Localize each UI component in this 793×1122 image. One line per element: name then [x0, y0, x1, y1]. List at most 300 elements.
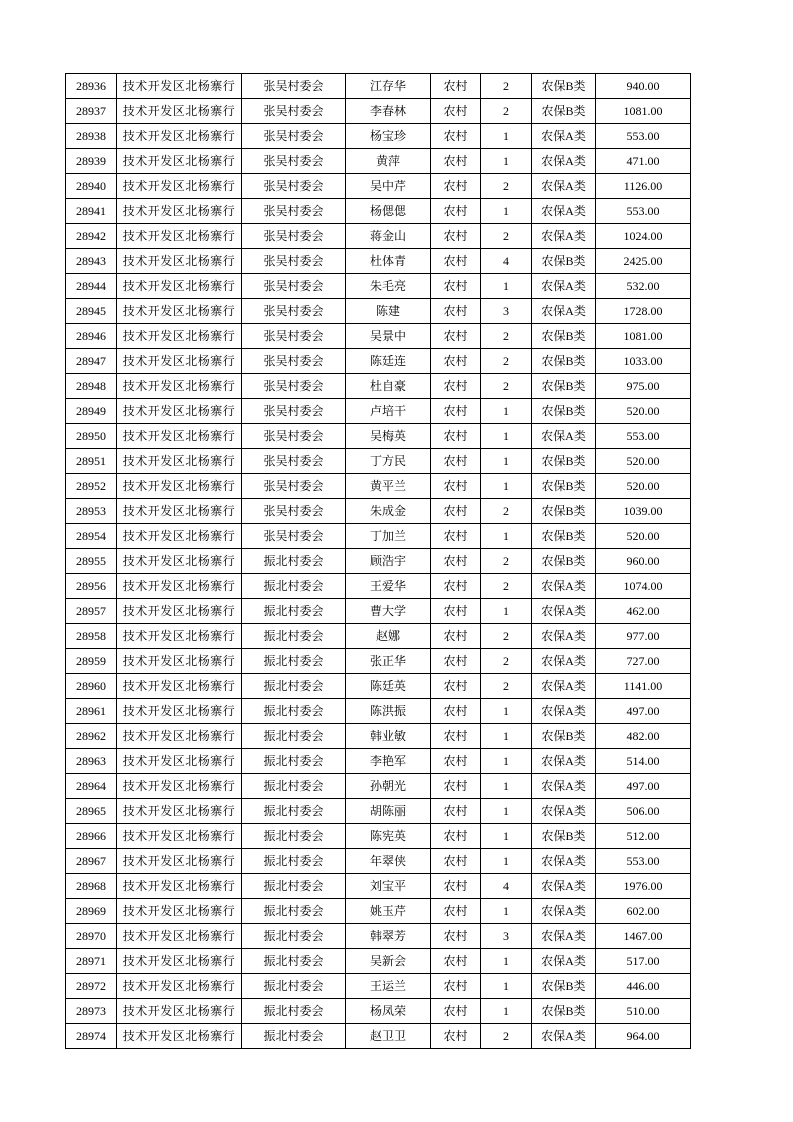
cell-district: 技术开发区北杨寨行: [117, 649, 242, 674]
cell-person-name: 吴梅英: [346, 424, 431, 449]
table-row: [66, 724, 691, 749]
cell-id: 28938: [66, 124, 117, 149]
cell-person-name: 朱成金: [346, 499, 431, 524]
cell-insurance-type: 农保A类: [532, 224, 596, 249]
cell-district: 技术开发区北杨寨行: [117, 749, 242, 774]
cell-district: 技术开发区北杨寨行: [117, 549, 242, 574]
cell-residence-type: 农村: [431, 499, 481, 524]
cell-person-name: 吴景中: [346, 324, 431, 349]
cell-village: 振北村委会: [242, 824, 346, 849]
cell-district: 技术开发区北杨寨行: [117, 1024, 242, 1049]
cell-person-count: 1: [481, 474, 532, 499]
cell-village: 振北村委会: [242, 674, 346, 699]
cell-person-count: 1: [481, 949, 532, 974]
cell-insurance-type: 农保A类: [532, 774, 596, 799]
cell-person-count: 2: [481, 324, 532, 349]
table-row: [66, 599, 691, 624]
cell-district: 技术开发区北杨寨行: [117, 149, 242, 174]
cell-village: 振北村委会: [242, 724, 346, 749]
table-row: [66, 624, 691, 649]
cell-id: 28940: [66, 174, 117, 199]
cell-person-name: 杜自豪: [346, 374, 431, 399]
cell-district: 技术开发区北杨寨行: [117, 849, 242, 874]
cell-id: 28964: [66, 774, 117, 799]
cell-village: 张吴村委会: [242, 474, 346, 499]
cell-amount: 1141.00: [596, 674, 691, 699]
cell-person-name: 吴中芹: [346, 174, 431, 199]
table-row: [66, 99, 691, 124]
cell-person-name: 丁加兰: [346, 524, 431, 549]
cell-person-name: 赵娜: [346, 624, 431, 649]
table-row: [66, 574, 691, 599]
cell-village: 张吴村委会: [242, 299, 346, 324]
cell-village: 振北村委会: [242, 574, 346, 599]
cell-person-name: 胡陈丽: [346, 799, 431, 824]
cell-person-count: 2: [481, 99, 532, 124]
cell-person-name: 顾浩宇: [346, 549, 431, 574]
table-row: [66, 499, 691, 524]
cell-district: 技术开发区北杨寨行: [117, 174, 242, 199]
cell-person-count: 2: [481, 674, 532, 699]
cell-person-name: 年翠侠: [346, 849, 431, 874]
cell-id: 28952: [66, 474, 117, 499]
cell-person-count: 4: [481, 874, 532, 899]
cell-district: 技术开发区北杨寨行: [117, 924, 242, 949]
cell-id: 28957: [66, 599, 117, 624]
cell-residence-type: 农村: [431, 599, 481, 624]
cell-person-count: 1: [481, 849, 532, 874]
cell-village: 张吴村委会: [242, 449, 346, 474]
cell-insurance-type: 农保A类: [532, 849, 596, 874]
cell-person-name: 杨偲偲: [346, 199, 431, 224]
cell-village: 振北村委会: [242, 599, 346, 624]
cell-person-name: 陈宪英: [346, 824, 431, 849]
cell-id: 28966: [66, 824, 117, 849]
cell-insurance-type: 农保A类: [532, 749, 596, 774]
table-row: [66, 824, 691, 849]
cell-district: 技术开发区北杨寨行: [117, 449, 242, 474]
cell-person-count: 1: [481, 274, 532, 299]
cell-residence-type: 农村: [431, 224, 481, 249]
table-row: [66, 1024, 691, 1049]
table-row: [66, 74, 691, 99]
cell-village: 振北村委会: [242, 974, 346, 999]
cell-insurance-type: 农保B类: [532, 549, 596, 574]
cell-person-count: 3: [481, 924, 532, 949]
cell-amount: 517.00: [596, 949, 691, 974]
cell-village: 张吴村委会: [242, 374, 346, 399]
cell-residence-type: 农村: [431, 124, 481, 149]
cell-person-count: 2: [481, 224, 532, 249]
cell-insurance-type: 农保B类: [532, 449, 596, 474]
cell-insurance-type: 农保A类: [532, 674, 596, 699]
cell-id: 28960: [66, 674, 117, 699]
cell-village: 张吴村委会: [242, 424, 346, 449]
cell-residence-type: 农村: [431, 899, 481, 924]
cell-person-count: 2: [481, 374, 532, 399]
cell-residence-type: 农村: [431, 849, 481, 874]
cell-district: 技术开发区北杨寨行: [117, 799, 242, 824]
cell-village: 振北村委会: [242, 799, 346, 824]
cell-id: 28967: [66, 849, 117, 874]
cell-amount: 553.00: [596, 424, 691, 449]
cell-amount: 512.00: [596, 824, 691, 849]
cell-person-name: 孙朝光: [346, 774, 431, 799]
cell-person-count: 2: [481, 549, 532, 574]
cell-amount: 553.00: [596, 199, 691, 224]
cell-person-name: 刘宝平: [346, 874, 431, 899]
cell-amount: 520.00: [596, 474, 691, 499]
table-row: [66, 424, 691, 449]
cell-person-name: 曹大学: [346, 599, 431, 624]
cell-district: 技术开发区北杨寨行: [117, 724, 242, 749]
cell-district: 技术开发区北杨寨行: [117, 374, 242, 399]
cell-amount: 940.00: [596, 74, 691, 99]
cell-district: 技术开发区北杨寨行: [117, 99, 242, 124]
cell-residence-type: 农村: [431, 674, 481, 699]
cell-district: 技术开发区北杨寨行: [117, 299, 242, 324]
cell-insurance-type: 农保A类: [532, 1024, 596, 1049]
cell-insurance-type: 农保A类: [532, 274, 596, 299]
table-row: [66, 974, 691, 999]
cell-amount: 520.00: [596, 449, 691, 474]
cell-person-count: 2: [481, 649, 532, 674]
cell-residence-type: 农村: [431, 574, 481, 599]
cell-id: 28974: [66, 1024, 117, 1049]
cell-amount: 497.00: [596, 774, 691, 799]
cell-insurance-type: 农保B类: [532, 74, 596, 99]
cell-residence-type: 农村: [431, 799, 481, 824]
cell-id: 28944: [66, 274, 117, 299]
cell-person-name: 朱毛亮: [346, 274, 431, 299]
cell-insurance-type: 农保A类: [532, 124, 596, 149]
table-row: [66, 749, 691, 774]
cell-district: 技术开发区北杨寨行: [117, 224, 242, 249]
cell-id: 28941: [66, 199, 117, 224]
cell-district: 技术开发区北杨寨行: [117, 999, 242, 1024]
table-row: [66, 899, 691, 924]
table-row: [66, 174, 691, 199]
cell-district: 技术开发区北杨寨行: [117, 774, 242, 799]
cell-id: 28968: [66, 874, 117, 899]
cell-insurance-type: 农保A类: [532, 649, 596, 674]
cell-insurance-type: 农保B类: [532, 474, 596, 499]
cell-district: 技术开发区北杨寨行: [117, 324, 242, 349]
cell-insurance-type: 农保A类: [532, 899, 596, 924]
cell-residence-type: 农村: [431, 274, 481, 299]
cell-id: 28972: [66, 974, 117, 999]
cell-id: 28946: [66, 324, 117, 349]
cell-insurance-type: 农保A类: [532, 799, 596, 824]
cell-village: 张吴村委会: [242, 324, 346, 349]
cell-person-count: 2: [481, 74, 532, 99]
cell-insurance-type: 农保B类: [532, 374, 596, 399]
cell-amount: 506.00: [596, 799, 691, 824]
cell-id: 28954: [66, 524, 117, 549]
cell-amount: 960.00: [596, 549, 691, 574]
table-row: [66, 399, 691, 424]
cell-district: 技术开发区北杨寨行: [117, 674, 242, 699]
cell-insurance-type: 农保A类: [532, 874, 596, 899]
cell-residence-type: 农村: [431, 774, 481, 799]
cell-amount: 727.00: [596, 649, 691, 674]
table-row: [66, 349, 691, 374]
table-row: [66, 799, 691, 824]
table-row: [66, 474, 691, 499]
cell-person-name: 吴新会: [346, 949, 431, 974]
cell-id: 28961: [66, 699, 117, 724]
cell-id: 28959: [66, 649, 117, 674]
cell-person-count: 1: [481, 974, 532, 999]
cell-amount: 553.00: [596, 124, 691, 149]
cell-person-count: 1: [481, 999, 532, 1024]
table-row: [66, 999, 691, 1024]
cell-insurance-type: 农保B类: [532, 399, 596, 424]
table-row: [66, 149, 691, 174]
cell-village: 振北村委会: [242, 549, 346, 574]
cell-id: 28950: [66, 424, 117, 449]
cell-district: 技术开发区北杨寨行: [117, 624, 242, 649]
cell-village: 张吴村委会: [242, 174, 346, 199]
cell-person-count: 1: [481, 149, 532, 174]
cell-residence-type: 农村: [431, 699, 481, 724]
cell-insurance-type: 农保B类: [532, 324, 596, 349]
cell-person-name: 李春林: [346, 99, 431, 124]
cell-person-count: 1: [481, 399, 532, 424]
cell-amount: 446.00: [596, 974, 691, 999]
cell-person-count: 1: [481, 199, 532, 224]
cell-amount: 520.00: [596, 524, 691, 549]
cell-id: 28942: [66, 224, 117, 249]
cell-person-name: 陈廷连: [346, 349, 431, 374]
cell-person-name: 王运兰: [346, 974, 431, 999]
cell-district: 技术开发区北杨寨行: [117, 349, 242, 374]
cell-person-name: 韩翠芳: [346, 924, 431, 949]
cell-residence-type: 农村: [431, 199, 481, 224]
cell-district: 技术开发区北杨寨行: [117, 199, 242, 224]
cell-insurance-type: 农保B类: [532, 499, 596, 524]
cell-village: 振北村委会: [242, 699, 346, 724]
cell-insurance-type: 农保A类: [532, 149, 596, 174]
cell-amount: 2425.00: [596, 249, 691, 274]
cell-person-name: 黄平兰: [346, 474, 431, 499]
cell-id: 28937: [66, 99, 117, 124]
table-row: [66, 274, 691, 299]
table-row: [66, 874, 691, 899]
cell-village: 张吴村委会: [242, 149, 346, 174]
cell-id: 28953: [66, 499, 117, 524]
cell-id: 28947: [66, 349, 117, 374]
cell-residence-type: 农村: [431, 749, 481, 774]
cell-id: 28943: [66, 249, 117, 274]
cell-amount: 553.00: [596, 849, 691, 874]
cell-village: 振北村委会: [242, 774, 346, 799]
cell-district: 技术开发区北杨寨行: [117, 524, 242, 549]
table-row: [66, 124, 691, 149]
cell-person-count: 1: [481, 124, 532, 149]
cell-insurance-type: 农保B类: [532, 249, 596, 274]
cell-person-name: 赵卫卫: [346, 1024, 431, 1049]
cell-amount: 520.00: [596, 399, 691, 424]
cell-residence-type: 农村: [431, 1024, 481, 1049]
cell-insurance-type: 农保B类: [532, 999, 596, 1024]
cell-residence-type: 农村: [431, 524, 481, 549]
cell-district: 技术开发区北杨寨行: [117, 949, 242, 974]
cell-id: 28948: [66, 374, 117, 399]
cell-district: 技术开发区北杨寨行: [117, 399, 242, 424]
cell-residence-type: 农村: [431, 649, 481, 674]
cell-residence-type: 农村: [431, 474, 481, 499]
cell-person-count: 1: [481, 824, 532, 849]
cell-village: 张吴村委会: [242, 349, 346, 374]
cell-village: 振北村委会: [242, 949, 346, 974]
cell-insurance-type: 农保A类: [532, 299, 596, 324]
cell-district: 技术开发区北杨寨行: [117, 574, 242, 599]
cell-amount: 462.00: [596, 599, 691, 624]
table-row: [66, 324, 691, 349]
cell-person-count: 1: [481, 449, 532, 474]
cell-id: 28965: [66, 799, 117, 824]
cell-amount: 1081.00: [596, 324, 691, 349]
cell-residence-type: 农村: [431, 924, 481, 949]
cell-person-name: 陈洪振: [346, 699, 431, 724]
table-row: [66, 199, 691, 224]
cell-village: 张吴村委会: [242, 399, 346, 424]
cell-amount: 1033.00: [596, 349, 691, 374]
cell-residence-type: 农村: [431, 549, 481, 574]
cell-village: 张吴村委会: [242, 99, 346, 124]
cell-residence-type: 农村: [431, 624, 481, 649]
table-row: [66, 699, 691, 724]
cell-amount: 1039.00: [596, 499, 691, 524]
cell-id: 28971: [66, 949, 117, 974]
cell-person-count: 1: [481, 524, 532, 549]
cell-insurance-type: 农保A类: [532, 174, 596, 199]
cell-amount: 1081.00: [596, 99, 691, 124]
cell-village: 振北村委会: [242, 874, 346, 899]
cell-id: 28939: [66, 149, 117, 174]
table-row: [66, 224, 691, 249]
cell-village: 振北村委会: [242, 749, 346, 774]
cell-amount: 602.00: [596, 899, 691, 924]
table-row: [66, 924, 691, 949]
cell-residence-type: 农村: [431, 449, 481, 474]
cell-person-name: 黄萍: [346, 149, 431, 174]
cell-person-name: 王爱华: [346, 574, 431, 599]
cell-village: 振北村委会: [242, 1024, 346, 1049]
cell-id: 28955: [66, 549, 117, 574]
cell-person-count: 1: [481, 599, 532, 624]
cell-person-name: 陈廷英: [346, 674, 431, 699]
cell-village: 振北村委会: [242, 849, 346, 874]
cell-person-name: 丁方民: [346, 449, 431, 474]
cell-amount: 1467.00: [596, 924, 691, 949]
cell-person-name: 李艳军: [346, 749, 431, 774]
cell-district: 技术开发区北杨寨行: [117, 74, 242, 99]
cell-village: 振北村委会: [242, 999, 346, 1024]
cell-id: 28958: [66, 624, 117, 649]
cell-residence-type: 农村: [431, 99, 481, 124]
cell-insurance-type: 农保B类: [532, 349, 596, 374]
cell-person-count: 2: [481, 1024, 532, 1049]
cell-insurance-type: 农保B类: [532, 974, 596, 999]
cell-residence-type: 农村: [431, 74, 481, 99]
table-row: [66, 774, 691, 799]
cell-residence-type: 农村: [431, 999, 481, 1024]
cell-id: 28963: [66, 749, 117, 774]
cell-person-count: 2: [481, 349, 532, 374]
cell-village: 张吴村委会: [242, 499, 346, 524]
cell-district: 技术开发区北杨寨行: [117, 824, 242, 849]
table-row: [66, 524, 691, 549]
cell-insurance-type: 农保A类: [532, 924, 596, 949]
cell-village: 振北村委会: [242, 624, 346, 649]
cell-amount: 471.00: [596, 149, 691, 174]
table-body: [66, 74, 691, 1049]
cell-district: 技术开发区北杨寨行: [117, 249, 242, 274]
cell-person-name: 杨凤荣: [346, 999, 431, 1024]
table-row: [66, 374, 691, 399]
subsidy-table: [65, 73, 691, 1049]
cell-village: 张吴村委会: [242, 249, 346, 274]
table-row: [66, 674, 691, 699]
cell-amount: 964.00: [596, 1024, 691, 1049]
cell-district: 技术开发区北杨寨行: [117, 699, 242, 724]
cell-insurance-type: 农保A类: [532, 424, 596, 449]
cell-id: 28973: [66, 999, 117, 1024]
cell-person-count: 2: [481, 174, 532, 199]
cell-district: 技术开发区北杨寨行: [117, 899, 242, 924]
cell-residence-type: 农村: [431, 174, 481, 199]
cell-insurance-type: 农保A类: [532, 699, 596, 724]
cell-amount: 510.00: [596, 999, 691, 1024]
table-row: [66, 849, 691, 874]
cell-insurance-type: 农保B类: [532, 824, 596, 849]
cell-amount: 1126.00: [596, 174, 691, 199]
cell-amount: 514.00: [596, 749, 691, 774]
cell-residence-type: 农村: [431, 149, 481, 174]
cell-person-count: 4: [481, 249, 532, 274]
table-row: [66, 949, 691, 974]
cell-person-count: 2: [481, 624, 532, 649]
cell-person-name: 韩业敏: [346, 724, 431, 749]
cell-residence-type: 农村: [431, 249, 481, 274]
cell-insurance-type: 农保A类: [532, 599, 596, 624]
cell-id: 28962: [66, 724, 117, 749]
cell-amount: 1074.00: [596, 574, 691, 599]
cell-person-count: 3: [481, 299, 532, 324]
cell-residence-type: 农村: [431, 399, 481, 424]
cell-person-count: 1: [481, 774, 532, 799]
cell-village: 张吴村委会: [242, 199, 346, 224]
cell-person-count: 2: [481, 574, 532, 599]
table-row: [66, 649, 691, 674]
cell-person-name: 杨宝珍: [346, 124, 431, 149]
cell-person-count: 2: [481, 499, 532, 524]
cell-village: 振北村委会: [242, 924, 346, 949]
cell-residence-type: 农村: [431, 299, 481, 324]
cell-residence-type: 农村: [431, 374, 481, 399]
cell-residence-type: 农村: [431, 724, 481, 749]
table-row: [66, 299, 691, 324]
cell-id: 28936: [66, 74, 117, 99]
cell-village: 张吴村委会: [242, 524, 346, 549]
cell-insurance-type: 农保B类: [532, 524, 596, 549]
cell-district: 技术开发区北杨寨行: [117, 424, 242, 449]
cell-residence-type: 农村: [431, 824, 481, 849]
cell-amount: 1024.00: [596, 224, 691, 249]
cell-person-count: 1: [481, 699, 532, 724]
